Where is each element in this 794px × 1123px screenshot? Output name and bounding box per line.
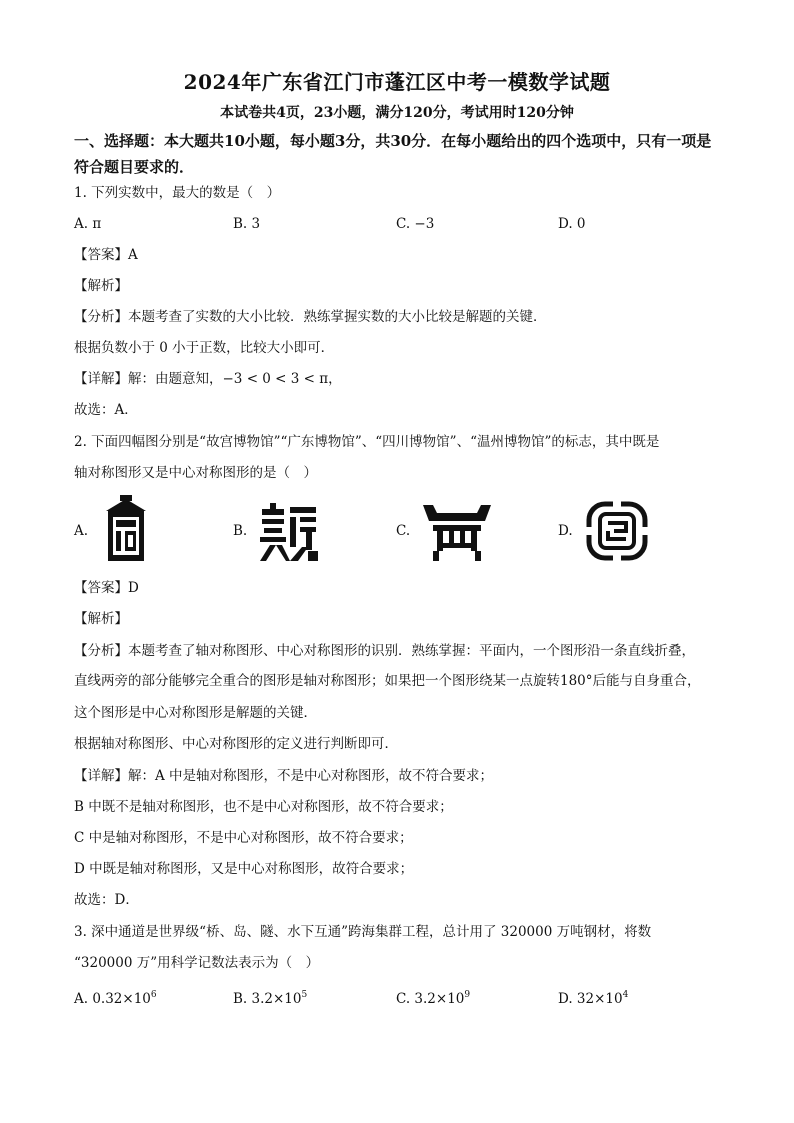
q3-option-a-text: A. 0.32×10 [74,991,151,1007]
q1-option-a: A. π [74,216,102,232]
guangdong-museum-logo-icon [260,503,318,561]
q3-option-b [233,989,307,1009]
q2-detail-c: C 中是轴对称图形，不是中心对称图形，故不符合要求； [74,830,413,846]
q3-option-d-exponent: 4 [622,990,629,1000]
q2-line4: 根据轴对称图形、中心对称图形的定义进行判断即可． [74,736,398,752]
q2-label-d: D. [558,523,573,539]
q3-option-d-text: D. 32×10 [558,991,623,1007]
q2-choose: 故选：D． [74,892,139,908]
q3-option-c-exponent: 9 [464,990,471,1000]
q1-option-c: C. −3 [396,216,435,232]
q1-line2: 根据负数小于 0 小于正数，比较大小即可． [74,340,335,356]
question-3-stem-line2: “320000 万”用科学记数法表示为（ ） [74,955,320,971]
q2-fenxi-line1: 【分析】本题考查了轴对称图形、中心对称图形的识别．熟练掌握：平面内，一个图形沿一条直线折叠， [74,643,695,659]
q3-option-c-text: C. 3.2×10 [396,991,465,1007]
q2-label-c: C. [396,523,411,539]
q2-detail-a: 【详解】解：A 中是轴对称图形，不是中心对称图形，故不符合要求； [74,768,494,784]
q1-choose: 故选：A． [74,402,138,418]
q3-option-a [74,989,157,1009]
q1-detail: 【详解】解：由题意知，−3 < 0 < 3 < π， [74,371,342,387]
sichuan-museum-logo-icon [423,505,491,561]
question-1-stem: 1. 下列实数中，最大的数是（ ） [74,185,281,201]
wenzhou-museum-logo-icon [586,501,648,561]
q3-option-b-text: B. 3.2×10 [233,991,302,1007]
section-heading: 一、选择题：本大题共10小题，每小题3分，共30分．在每小题给出的四个选项中，只有一项是符合题目要求的． [74,132,712,176]
question-2-stem-line1: 2. 下面四幅图分别是“故宫博物馆”“广东博物馆”、“四川博物馆”、“温州博物馆”的标志，其中既是 [74,434,660,450]
q2-label-a: A. [74,523,89,539]
q2-jiexi: 【解析】 [74,611,128,627]
q3-option-c [396,989,470,1009]
q1-fenxi: 【分析】本题考查了实数的大小比较．熟练掌握实数的大小比较是解题的关键． [74,309,547,325]
q2-fenxi-line2: 直线两旁的部分能够完全重合的图形是轴对称图形；如果把一个图形绕某一点旋转180°后能与自身重合， [74,673,701,689]
page-subtitle: 本试卷共4页，23小题，满分120分，考试用时120分钟 [220,105,574,121]
palace-museum-logo-icon [98,495,154,561]
q2-fenxi-line3: 这个图形是中心对称图形是解题的关键． [74,705,317,721]
q2-answer: 【答案】D [74,580,139,596]
q1-jiexi: 【解析】 [74,278,128,294]
question-3-stem-line1: 3. 深中通道是世界级“桥、岛、隧、水下互通”跨海集群工程，总计用了 320000 万吨钢材，将数 [74,924,652,940]
q1-option-b: B. 3 [233,216,261,232]
q1-option-d: D. 0 [558,216,586,232]
q2-detail-d: D 中既是轴对称图形，又是中心对称图形，故符合要求； [74,861,414,877]
q3-option-a-exponent: 6 [150,990,157,1000]
question-2-stem-line2: 轴对称图形又是中心对称图形的是（ ） [74,465,317,481]
q2-label-b: B. [233,523,248,539]
q1-answer: 【答案】A [74,247,138,263]
q3-option-b-exponent: 5 [301,990,308,1000]
q2-detail-b: B 中既不是轴对称图形，也不是中心对称图形，故不符合要求； [74,799,453,815]
q3-option-d [558,989,628,1009]
page-title: 2024年广东省江门市蓬江区中考一模数学试题 [183,70,611,94]
